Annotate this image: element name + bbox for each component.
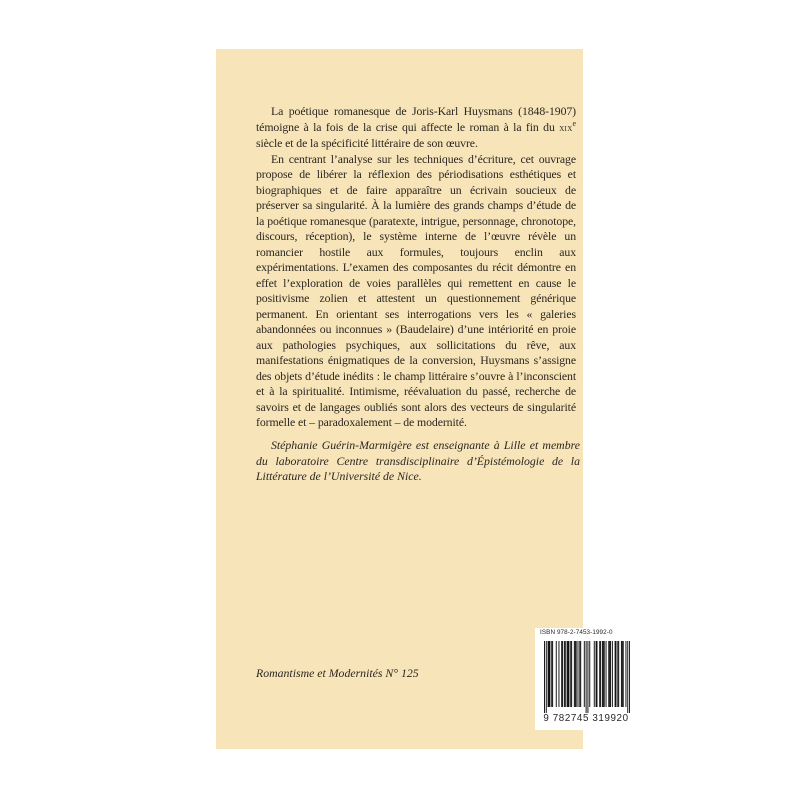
barcode-bar xyxy=(575,641,576,707)
isbn-barcode xyxy=(535,628,637,730)
barcode-bar xyxy=(587,641,588,713)
barcode-bar xyxy=(625,641,626,707)
series-label: Romantisme et Modernités N° 125 xyxy=(256,666,419,680)
barcode-bar xyxy=(579,641,580,707)
barcode-bar xyxy=(618,641,619,707)
barcode-bar xyxy=(594,641,595,707)
barcode-bar xyxy=(552,641,553,707)
barcode-bar xyxy=(608,641,609,707)
ean-digits: 9 782745 319920 xyxy=(543,713,629,724)
barcode-bar xyxy=(615,641,616,707)
barcode-bar xyxy=(565,641,566,707)
barcode-bar xyxy=(549,641,550,707)
barcode-bar xyxy=(558,641,559,707)
barcode-bar xyxy=(549,641,550,707)
blurb-p1-text-a: La poétique romanesque de Joris-Karl Huysmans (1848-1907) témoigne à la fois de la crise qui affecte le roman à la fin du xyxy=(256,104,576,134)
blurb-p1-text-b: siècle et de la spécificité littéraire de son œuvre. xyxy=(256,136,478,150)
barcode-bar xyxy=(586,641,587,713)
barcode-bar xyxy=(571,641,572,707)
isbn-label: ISBN 978-2-7453-1992-0 xyxy=(540,629,613,636)
barcode-bar xyxy=(612,641,613,707)
barcode-bar xyxy=(544,641,545,713)
barcode-bar xyxy=(616,641,617,707)
barcode-bar xyxy=(556,641,557,707)
barcode-bar xyxy=(602,641,603,707)
barcode-bar xyxy=(546,641,547,713)
barcode-bar xyxy=(597,641,598,707)
barcode-bar xyxy=(551,641,552,707)
barcode-bar xyxy=(603,641,604,707)
barcode-bar xyxy=(567,641,568,707)
barcode-bar xyxy=(606,641,607,707)
barcode-bar xyxy=(610,641,611,707)
barcode-bar xyxy=(629,641,630,713)
barcode-bar xyxy=(568,641,569,707)
barcode-bar xyxy=(599,641,600,707)
back-cover xyxy=(216,49,629,749)
barcode-bar xyxy=(564,641,565,707)
century-superscript: e xyxy=(572,118,576,128)
barcode-bar xyxy=(576,641,577,707)
barcode-bars xyxy=(544,641,630,713)
author-note: Stéphanie Guérin-Marmigère est enseignante à Lille et membre du laboratoire Centre transdisciplinaire d’Épistémologie de la Littérature de l’Université de Nice. xyxy=(256,438,580,483)
barcode-bar xyxy=(562,641,563,707)
barcode-bar xyxy=(623,641,624,707)
barcode-bar xyxy=(621,641,622,707)
barcode-bar xyxy=(600,641,601,707)
barcode-bar xyxy=(596,641,597,707)
barcode-bar xyxy=(609,641,610,707)
blurb xyxy=(256,104,576,431)
blurb-paragraph-1 xyxy=(256,104,576,152)
barcode-bar xyxy=(584,641,585,707)
barcode-bar xyxy=(570,641,571,707)
barcode-bar xyxy=(627,641,628,713)
barcode-bar xyxy=(561,641,562,707)
barcode-bar xyxy=(580,641,581,707)
blurb-paragraph-2: En centrant l’analyse sur les techniques d’écriture, cet ouvrage propose de libérer la réflexion des périodisations esthétiques et biographiques et de faire apparaître un écrivain soucieux de préserver sa singularité. À la lumière des grands champs d’étude de la poétique romanesque (paratexte, intrigue, personnage, chronotope, discours, réception), le système interne de l’œuvre révèle un romancier hostile aux formules, toujours enclin aux expérimentations. L’examen des composantes du récit démontre en effet l’exploration de voies parallèles qui remettent en cause le positivisme zolien et attestent un questionnement générique permanent. En orientant ses interrogations vers les « galeries abandonnées ou inconnues » (Baudelaire) d’une intériorité en proie aux pathologies psychiques, aux sollicitations du rêve, aux manifestations énigmatiques de la conversion, Huysmans s’assigne des objets d’étude inédits : le champ littéraire s’ouvre à l’inconscient et à la spiritualité. Intimisme, réévaluation du passé, recherche de savoirs et de langages oubliés sont alors des vecteurs de singularité formelle et – paradoxalement – de modernité. xyxy=(256,151,576,429)
barcode-bar xyxy=(622,641,623,707)
barcode-bar xyxy=(604,641,605,707)
barcode-bar xyxy=(589,641,590,707)
barcode-bar xyxy=(617,641,618,707)
century-numeral: xix xyxy=(559,122,573,134)
barcode-bar xyxy=(574,641,575,707)
barcode-bar xyxy=(568,641,569,707)
barcode-bar xyxy=(548,641,549,707)
barcode-bar xyxy=(577,641,578,707)
